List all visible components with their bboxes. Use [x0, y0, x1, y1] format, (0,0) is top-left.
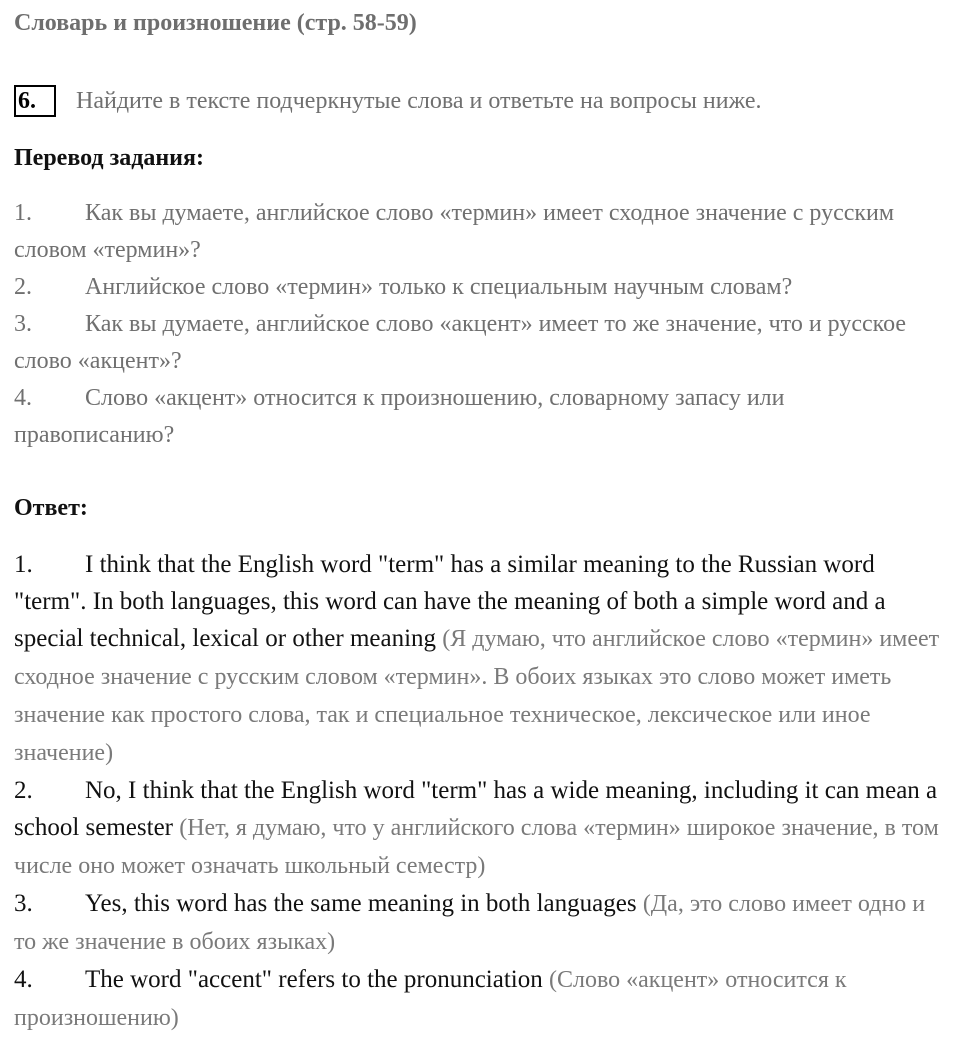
answer-english: No, I think that the English word "term" has a wide meaning, including it can mean a school semester — [14, 777, 938, 841]
task-number-box: 6. — [14, 85, 56, 117]
item-text: Слово «акцент» относится к произношению, словарному запасу или правописанию? — [14, 385, 785, 448]
translation-item-1 — [14, 195, 944, 269]
answer-english: Yes, this word has the same meaning in both languages — [85, 890, 637, 917]
item-number: 4. — [14, 385, 32, 411]
answer-english: I think that the English word "term" has a similar meaning to the Russian word "term". In both languages, this word can have the meaning of both a simple word and a special technical, lexical or other meaning — [14, 551, 886, 652]
item-text: Английское слово «термин» только к специальным научным словам? — [85, 274, 793, 300]
task-line — [14, 84, 762, 118]
item-number: 1. — [14, 551, 33, 578]
answer-heading: Ответ: — [14, 495, 88, 521]
answer-russian: (Я думаю, что английское слово «термин» имеет сходное значение с русским словом «термин». В обоих языках это слово может иметь значение как простого слова, так и специальное техническое, лексическое или иное значение) — [14, 626, 940, 766]
translation-item-4 — [14, 380, 944, 454]
item-number: 2. — [14, 777, 33, 804]
answer-item-4 — [14, 961, 944, 1037]
item-number: 2. — [14, 274, 32, 300]
answer-item-2 — [14, 772, 944, 885]
answer-item-1 — [14, 546, 944, 772]
item-number: 3. — [14, 311, 32, 337]
task-text: Найдите в тексте подчеркнутые слова и ответьте на вопросы ниже. — [76, 87, 762, 114]
item-number: 3. — [14, 890, 33, 917]
translation-list — [14, 195, 944, 454]
item-number: 4. — [14, 966, 33, 993]
answer-russian: (Слово «акцент» относится к произношению) — [14, 967, 847, 1031]
translation-item-2 — [14, 269, 944, 306]
translation-item-3 — [14, 306, 944, 380]
answer-list — [14, 546, 944, 1037]
item-number: 1. — [14, 200, 32, 226]
page-title: Словарь и произношение (стр. 58-59) — [14, 10, 417, 36]
answer-russian: (Нет, я думаю, что у английского слова «термин» широкое значение, в том числе оно может означать школьный семестр) — [14, 815, 939, 879]
translation-heading: Перевод задания: — [14, 145, 204, 171]
item-text: Как вы думаете, английское слово «акцент» имеет то же значение, что и русское слово «акцент»? — [14, 311, 907, 374]
item-text: Как вы думаете, английское слово «термин» имеет сходное значение с русским словом «термин»? — [14, 200, 895, 263]
answer-russian: (Да, это слово имеет одно и то же значение в обоих языках) — [14, 891, 926, 955]
answer-item-3 — [14, 885, 944, 961]
answer-english: The word "accent" refers to the pronunciation — [85, 966, 543, 993]
